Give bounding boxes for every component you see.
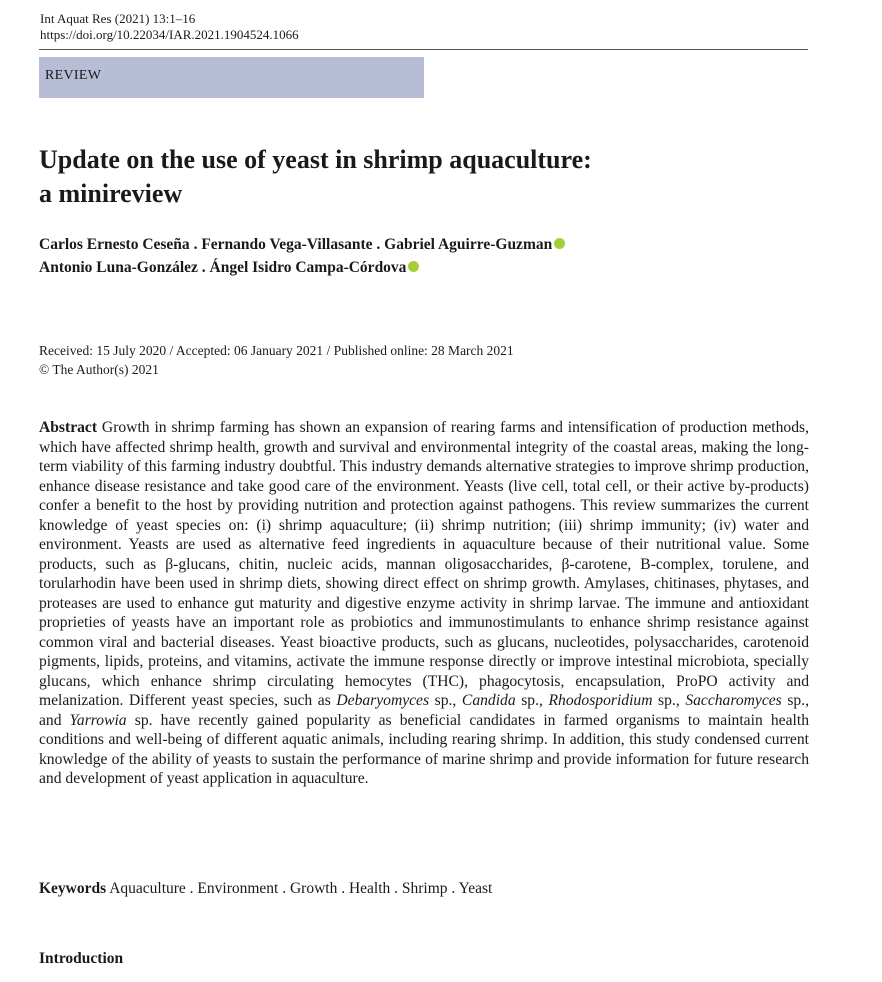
journal-citation: Int Aquat Res (2021) 13:1–16 bbox=[40, 11, 196, 26]
article-type-banner bbox=[39, 57, 424, 98]
title-line-2: a minireview bbox=[39, 179, 183, 208]
species-name: Candida bbox=[461, 692, 516, 709]
abstract-text: sp., bbox=[652, 692, 686, 709]
author-separator: . bbox=[197, 259, 210, 276]
species-name: Debaryomyces bbox=[336, 692, 430, 709]
author-separator: . bbox=[189, 236, 202, 253]
author-list bbox=[39, 233, 565, 279]
orcid-icon[interactable] bbox=[408, 261, 419, 272]
header-divider bbox=[39, 49, 808, 50]
author-line-1 bbox=[39, 233, 565, 256]
abstract bbox=[39, 418, 809, 789]
species-name: Yarrowia bbox=[69, 711, 127, 729]
abstract-text: Growth in shrimp farming has shown an expansion of rearing farms and intensification of production methods, which have affected shrimp health, growth and survival and environmental integrity of the coastal areas, making the long-term viability of this farming industry doubtful. This industry demands alternative strategies to improve shrimp production, enhance disease resistance and take good care of the environment. Yeasts (live cell, total cell, or their active by-products) confer a benefit to the host by providing nutrition and protection against pathogens. This review summarizes the current knowledge of yeast species on: (i) shrimp aquaculture; (ii) shrimp nutrition; (iii) shrimp immunity; (iv) water and environment. Yeasts are used as alternative feed ingredients in aquaculture because of their nutritional value. Some products, such as β-glucans, chitin, nucleic acids, mannan oligosaccharides, β-carotene, B-complex, torulene, and torularhodin have been used in shrimp diets, showing direct effect on shrimp growth. Amylases, chitinases, phytases, and proteases are used to enhance gut maturity and digestive enzyme activity in shrimp larvae. The immune and antioxidant proprieties of yeasts have an important role as probiotics and immunostimulants to enhance shrimp resistance against common viral and bacterial diseases. Yeast bioactive products, such as glucans, nucleotides, polysaccharides, carotenoid pigments, lipids, proteins, and vitamins, activate the immune response directly or improve intestinal microbiota, specially glucans, which enhance shrimp circulating hemocytes (THC), phagocytosis, encapsulation, ProPO activity and melanization. Different yeast species, such as bbox=[39, 419, 809, 709]
orcid-icon[interactable] bbox=[554, 238, 565, 249]
doi-link[interactable]: https://doi.org/10.22034/IAR.2021.1904524.1066 bbox=[40, 27, 299, 42]
keywords bbox=[39, 880, 492, 898]
author-name[interactable]: Carlos Ernesto Ceseña bbox=[39, 236, 190, 253]
author-name[interactable]: Antonio Luna-González bbox=[39, 259, 198, 276]
article-title bbox=[39, 143, 799, 211]
abstract-text: sp., bbox=[429, 692, 462, 709]
title-line-1: Update on the use of yeast in shrimp aquaculture: bbox=[39, 145, 592, 174]
publication-dates: Received: 15 July 2020 / Accepted: 06 January 2021 / Published online: 28 March 2021 bbox=[39, 343, 514, 358]
species-name: Saccharomyces bbox=[685, 692, 782, 709]
abstract-label: Abstract bbox=[39, 419, 98, 436]
article-type-label: REVIEW bbox=[45, 68, 102, 83]
author-name[interactable]: Ángel Isidro Campa-Córdova bbox=[209, 259, 407, 276]
author-line-2 bbox=[39, 256, 565, 279]
journal-header bbox=[40, 11, 299, 43]
abstract-text: sp., bbox=[515, 692, 549, 709]
author-name[interactable]: Fernando Vega-Villasante bbox=[201, 236, 373, 253]
author-name[interactable]: Gabriel Aguirre-Guzman bbox=[384, 236, 553, 253]
abstract-text: sp., and bbox=[39, 692, 810, 729]
publication-info bbox=[39, 341, 514, 379]
species-name: Rhodosporidium bbox=[548, 692, 653, 709]
section-heading: Introduction bbox=[39, 950, 124, 967]
author-separator: . bbox=[372, 236, 385, 253]
copyright-notice: © The Author(s) 2021 bbox=[39, 362, 159, 377]
keywords-label: Keywords bbox=[39, 880, 107, 897]
keywords-list: Aquaculture . Environment . Growth . Health . Shrimp . Yeast bbox=[106, 880, 493, 897]
abstract-text: sp. have recently gained popularity as beneficial candidates in farmed organisms to maintain health conditions and well-being of different aquatic animals, including rearing shrimp. In addition, this study condensed current knowledge of the ability of yeasts to sustain the performance of marine shrimp and provide information for future research and development of yeast application in aquaculture. bbox=[39, 711, 809, 787]
